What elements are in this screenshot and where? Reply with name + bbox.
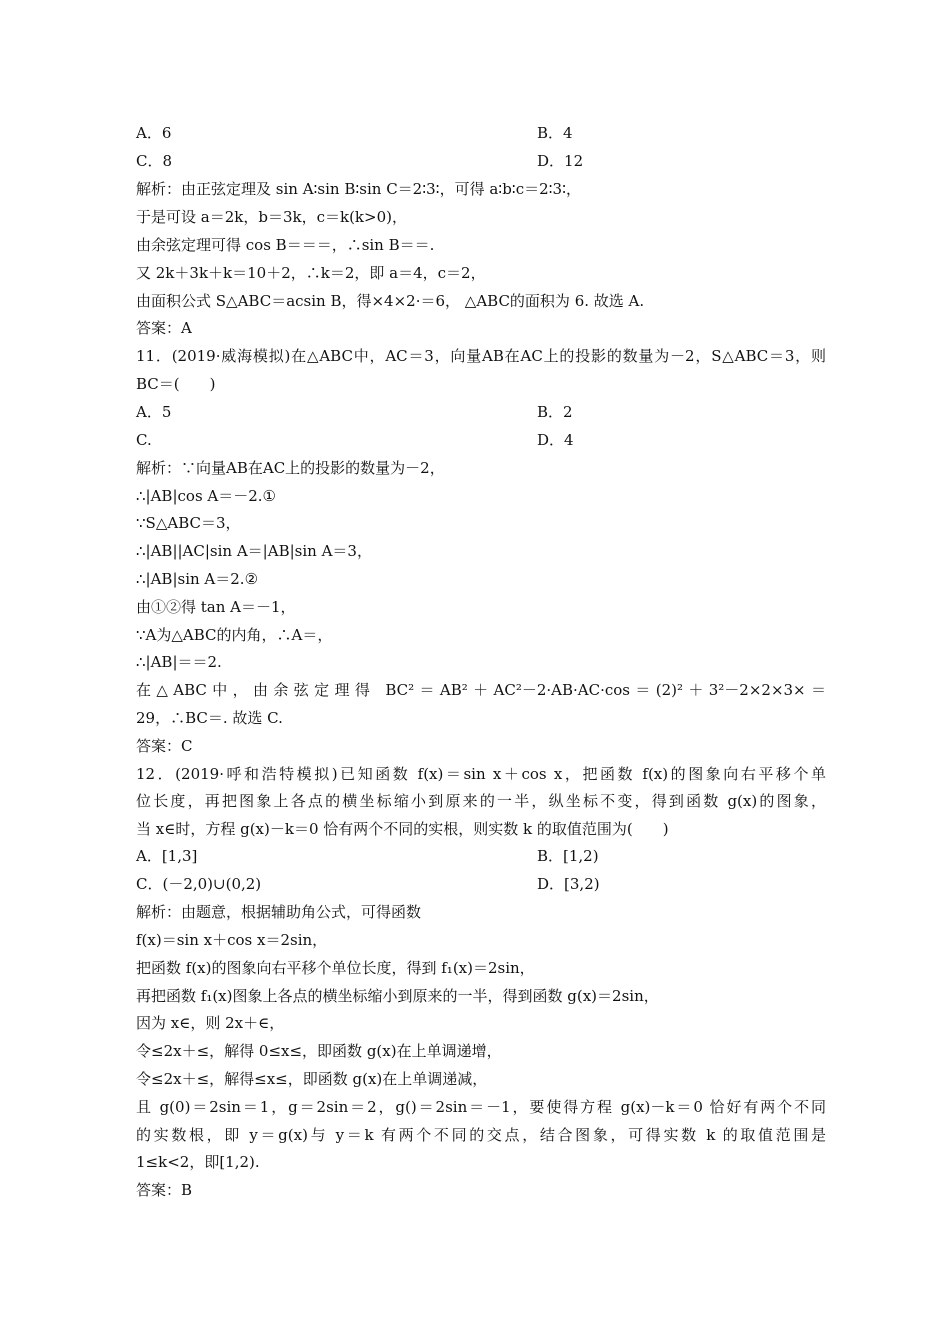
q11-solution-line: 在△ABC中，由余弦定理得 BC²＝AB²＋AC²－2·AB·AC·cos＝(2)²＋3²－2×2×3×＝ [136,681,826,699]
q11-stem-line: BC＝( ) [136,375,216,393]
q10-solution-line: 于是可设 a＝2k，b＝3k，c＝k(k>0)， [136,208,407,226]
q12-option-b: B．[1,2) [537,847,599,865]
q11-solution-line: ∵A为△ABC的内角，∴A＝， [136,626,333,644]
q10-option-c: C．8 [136,152,173,170]
q11-solution-line: 29，∴BC＝. 故选 C. [136,709,283,727]
q12-solution-line: 令≤2x＋≤，解得≤x≤，即函数 g(x)在上单调递减， [136,1070,488,1088]
q12-solution-line: 把函数 f(x)的图象向右平移个单位长度，得到 f₁(x)＝2sin， [136,959,535,977]
q11-option-d: D．4 [537,431,574,449]
q10-option-a: A．6 [136,124,172,142]
q12-solution-line: 的实数根，即 y＝g(x)与 y＝k 有两个不同的交点，结合图象，可得实数 k 的取值范围是 [136,1126,826,1144]
q11-option-b: B．2 [537,403,573,421]
q12-stem-line: 当 x∈时，方程 g(x)－k＝0 恰有两个不同的实根，则实数 k 的取值范围为( ) [136,820,669,838]
q12-solution-line: f(x)＝sin x＋cos x＝2sin， [136,931,328,949]
q12-stem-line: 12．(2019·呼和浩特模拟)已知函数 f(x)＝sin x＋cos x，把函数 f(x)的图象向右平移个单 [136,765,826,783]
q12-option-d: D．[3,2) [537,875,600,893]
q12-stem-line: 位长度，再把图象上各点的横坐标缩小到原来的一半，纵坐标不变，得到函数 g(x)的图象， [136,792,826,810]
q10-solution-line: 又 2k＋3k＋k＝10＋2，∴k＝2，即 a＝4，c＝2， [136,264,486,282]
q11-option-a: A．5 [136,403,172,421]
q10-solution-line: 由面积公式 S△ABC＝acsin B，得×4×2·＝6， △ABC的面积为 6. 故选 A. [136,292,645,310]
q11-solution-line: 解析：∵向量AB在AC上的投影的数量为－2， [136,459,445,477]
q10-option-b: B．4 [537,124,573,142]
q11-solution-line: ∴|AB|cos A＝－2.① [136,487,276,505]
q11-solution-line: ∴|AB|＝＝2. [136,653,222,671]
q10-option-d: D．12 [537,152,584,170]
q11-answer: 答案：C [136,737,193,755]
q12-answer: 答案：B [136,1181,193,1199]
q11-solution-line: 由①②得 tan A＝－1， [136,598,296,616]
q11-solution-line: ∵S△ABC＝3， [136,514,241,532]
q10-solution-line: 解析：由正弦定理及 sin A∶sin B∶sin C＝2∶3∶，可得 a∶b∶c＝2∶3∶， [136,180,581,198]
q12-solution-line: 再把函数 f₁(x)图象上各点的横坐标缩小到原来的一半，得到函数 g(x)＝2sin， [136,987,659,1005]
q12-option-c: C．(－2,0)∪(0,2) [136,875,262,893]
q11-option-c: C. [136,431,152,449]
q10-answer: 答案：A [136,319,192,337]
q12-option-a: A．[1,3] [136,847,198,865]
q12-solution-line: 1≤k<2，即[1,2). [136,1153,260,1171]
q11-solution-line: ∴|AB||AC|sin A＝|AB|sin A＝3， [136,542,372,560]
q12-solution-line: 且 g(0)＝2sin＝1，g＝2sin＝2，g()＝2sin＝－1，要使得方程 g(x)－k＝0 恰好有两个不同 [136,1098,826,1116]
q11-stem-line: 11．(2019·威海模拟)在△ABC中，AC＝3，向量AB在AC上的投影的数量为－2，S△ABC＝3，则 [136,347,826,365]
q12-solution-line: 因为 x∈，则 2x＋∈， [136,1014,285,1032]
q10-solution-line: 由余弦定理可得 cos B＝＝＝，∴sin B＝＝. [136,236,435,254]
q12-solution-line: 解析：由题意，根据辅助角公式，可得函数 [136,903,422,921]
q11-solution-line: ∴|AB|sin A＝2.② [136,570,259,588]
q12-solution-line: 令≤2x＋≤，解得 0≤x≤，即函数 g(x)在上单调递增， [136,1042,502,1060]
